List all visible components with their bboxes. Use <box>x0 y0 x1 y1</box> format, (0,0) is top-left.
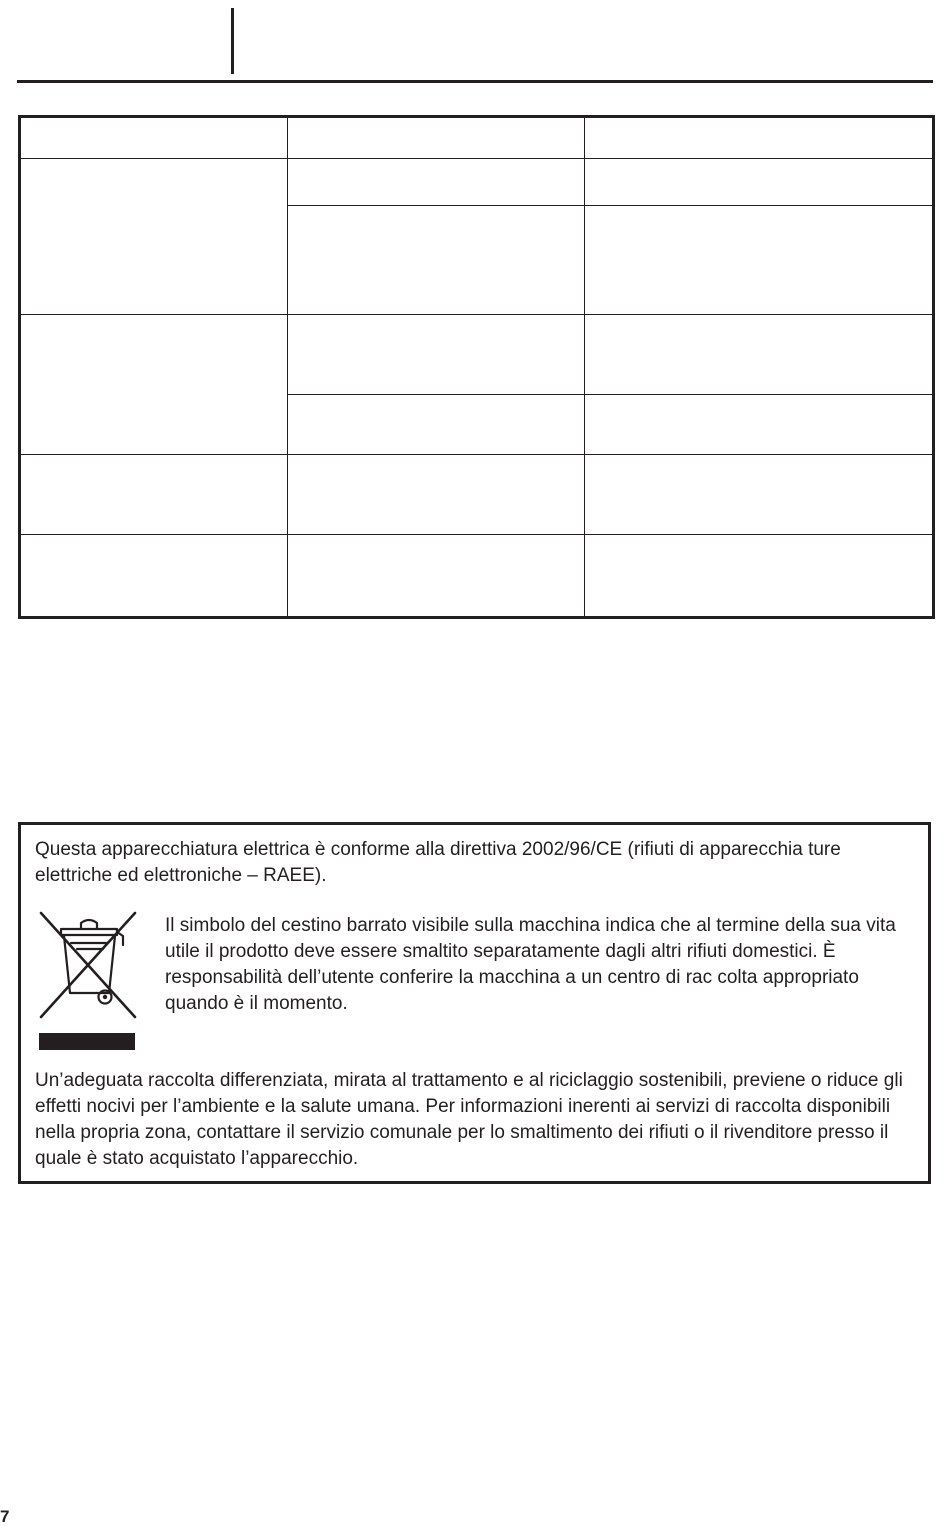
cause-cell <box>288 206 585 315</box>
remedy-cell <box>585 535 934 618</box>
table-header-row <box>20 117 934 159</box>
cause-cell <box>288 535 585 618</box>
problem-cell <box>20 315 288 455</box>
table-header-cell <box>585 117 934 159</box>
remedy-cell <box>585 395 934 455</box>
problem-cell <box>20 535 288 618</box>
cause-cell <box>288 315 585 395</box>
cause-cell <box>288 455 585 535</box>
weee-intro-text: Questa apparecchiatura elettrica è conforme alla direttiva 2002/96/CE (rifiuti di apparecchia ture elettriche ed elettroniche – RAEE). <box>35 839 841 886</box>
problem-cell <box>20 455 288 535</box>
header-divider-tick <box>231 8 234 74</box>
table-row <box>20 159 934 206</box>
table-row <box>20 455 934 535</box>
cause-cell <box>288 395 585 455</box>
table-header-cell <box>288 117 585 159</box>
weee-solid-bar <box>39 1033 135 1050</box>
remedy-cell <box>585 315 934 395</box>
cause-cell <box>288 159 585 206</box>
remedy-cell <box>585 455 934 535</box>
troubleshooting-table <box>18 115 935 619</box>
header-rule <box>17 80 933 83</box>
weee-symbol-text: Il simbolo del cestino barrato visibile sulla macchina indica che al termine della sua vita utile il prodotto deve essere smaltito separatamente dagli altri rifiuti domestici. È responsabilità dell’utente conferire la macchina a un centro di rac colta appropriato quando è il momento. <box>165 915 896 1014</box>
table-row <box>20 315 934 395</box>
crossed-out-wheelie-bin-icon <box>37 909 139 1021</box>
table-header-cell <box>20 117 288 159</box>
remedy-cell <box>585 206 934 315</box>
remedy-cell <box>585 159 934 206</box>
table-row <box>20 535 934 618</box>
problem-cell <box>20 159 288 315</box>
weee-outro-text: Un’adeguata raccolta differenziata, mirata al trattamento e al riciclaggio sostenibili, previene o riduce gli effetti nocivi per l’ambiente e la salute umana. Per informazioni inerenti ai servizi di raccolta disponibili nella propria zona, contattare il servizio comunale per lo smaltimento dei rifiuti o il rivenditore presso il quale è stato acquistato l’apparecchio. <box>35 1070 903 1169</box>
weee-notice-box <box>18 822 931 1184</box>
page-number: 7 <box>0 1507 10 1526</box>
